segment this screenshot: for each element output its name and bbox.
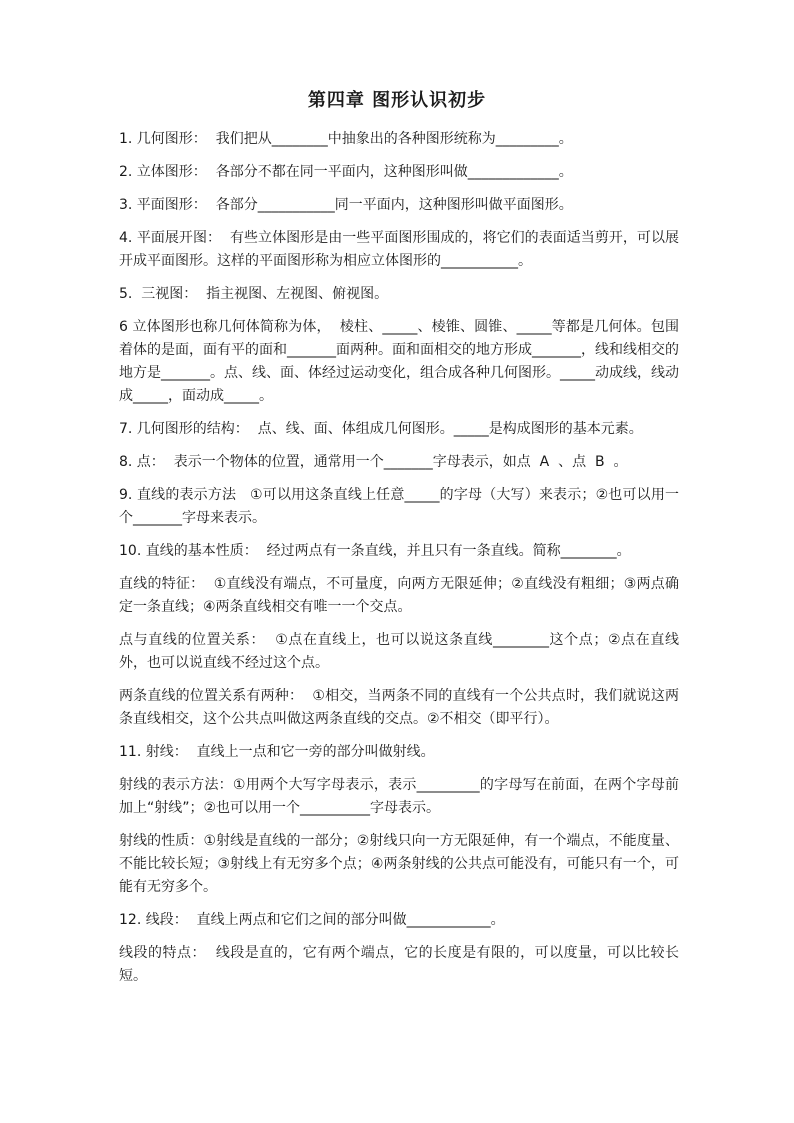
paragraph-4: 4. 平面展开图： 有些立体图形是由一些平面图形围成的，将它们的表面适当剪开，可以展开成平面图形。这样的平面图形称为相应立体图形的___________。 bbox=[119, 230, 679, 269]
paragraph-line-features: 直线的特征： ①直线没有端点，不可量度，向两方无限延伸；②直线没有粗细；③两点确定一条直线；④两条直线相交有唯一一个交点。 bbox=[119, 576, 679, 615]
paragraph-8: 8. 点： 表示一个物体的位置，通常用一个_______字母表示，如点 A 、点 B 。 bbox=[119, 454, 628, 470]
paragraph-ray-properties: 射线的性质：①射线是直线的一部分；②射线只向一方无限延伸，有一个端点，不能度量、不能比较长短；③射线上有无穷多个点；④两条射线的公共点可能没有，可能只有一个，可能有无穷多个。 bbox=[119, 833, 679, 895]
paragraph-ray-notation: 射线的表示方法：①用两个大写字母表示，表示_________的字母写在前面，在两个字母前加上“射线”；②也可以用一个__________字母表示。 bbox=[119, 777, 679, 816]
paragraph-2: 2. 立体图形： 各部分不都在同一平面内，这种图形叫做_____________。 bbox=[119, 164, 573, 180]
paragraph-12: 12. 线段： 直线上两点和它们之间的部分叫做____________。 bbox=[119, 912, 505, 928]
paragraph-6: 6 立体图形也称几何体简称为体， 棱柱、_____、棱锥、圆锥、_____等都是几何体。包围着体的是面，面有平的面和_______面两种。面和面相交的地方形成_______，线和线相交的地方是_______。点、线、面、体经过运动变化，组合成各种几何图形。_____动成线，线动成_____，面动成_____。 bbox=[119, 319, 679, 404]
paragraph-11: 11. 射线： 直线上一点和它一旁的部分叫做射线。 bbox=[119, 744, 435, 760]
paragraph-7: 7. 几何图形的结构： 点、线、面、体组成几何图形。_____是构成图形的基本元素。 bbox=[119, 421, 643, 437]
paragraph-two-lines-relation: 两条直线的位置关系有两种： ①相交，当两条不同的直线有一个公共点时，我们就说这两条直线相交，这个公共点叫做这两条直线的交点。②不相交（即平行）。 bbox=[119, 688, 679, 727]
paragraph-10: 10. 直线的基本性质： 经过两点有一条直线，并且只有一条直线。简称________。 bbox=[119, 543, 631, 559]
paragraph-3: 3. 平面图形： 各部分___________同一平面内，这种图形叫做平面图形。 bbox=[119, 197, 573, 213]
paragraph-segment-features: 线段的特点： 线段是直的，它有两个端点，它的长度是有限的，可以度量，可以比较长短。 bbox=[119, 945, 679, 984]
document-body bbox=[119, 128, 679, 998]
paragraph-1: 1. 几何图形： 我们把从________中抽象出的各种图形统称为_________。 bbox=[119, 131, 573, 147]
chapter-title: 第四章 图形认识初步 bbox=[307, 90, 487, 111]
paragraph-5: 5. 三视图： 指主视图、左视图、俯视图。 bbox=[119, 286, 389, 302]
paragraph-point-line-relation: 点与直线的位置关系： ①点在直线上，也可以说这条直线________这个点；②点在直线外，也可以说直线不经过这个点。 bbox=[119, 632, 679, 671]
paragraph-9: 9. 直线的表示方法 ①可以用这条直线上任意_____的字母（大写）来表示；②也可以用一个_______字母来表示。 bbox=[119, 487, 679, 526]
